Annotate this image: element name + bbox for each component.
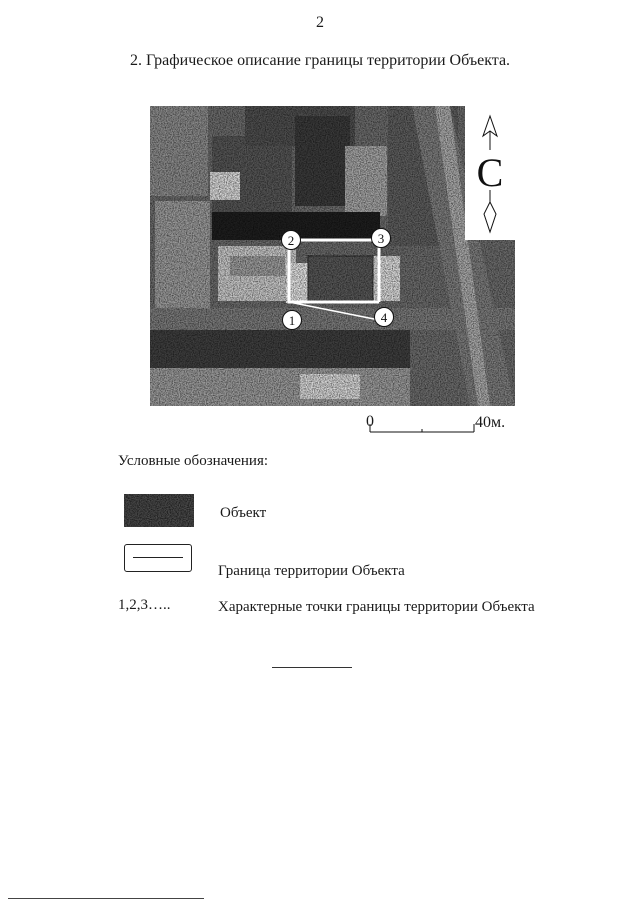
end-rule [272,667,352,668]
scale-end-label: 40м. [475,414,506,431]
boundary-point-1 [283,311,302,330]
legend-object-swatch [124,494,194,527]
page-number: 2 [316,14,324,31]
north-letter: С [476,150,504,195]
page-heading: 2. Графическое описание границы территории Объекта. [129,52,511,69]
legend-title: Условные обозначения: [118,453,269,469]
legend-points-label: Характерные точки границы территории Объекта [218,599,535,615]
scale-bar [369,424,475,433]
point-label-2: 2 [287,233,295,248]
point-label-3: 3 [377,231,385,246]
legend-object-label: Объект [220,505,267,521]
legend-points-sample: 1,2,3….. [118,597,171,613]
north-arrow-icon [477,116,504,232]
point-label-1: 1 [288,313,296,328]
scale-start-label: 0 [366,413,374,430]
boundary-point-4 [375,308,394,327]
point-label-4: 4 [380,310,388,325]
aerial-map [150,106,515,406]
boundary-point-2 [282,231,301,250]
legend-boundary-label: Граница территории Объекта [218,563,405,579]
boundary-point-3 [372,229,391,248]
legend-boundary-swatch [124,544,192,572]
footer-rule [8,898,204,899]
